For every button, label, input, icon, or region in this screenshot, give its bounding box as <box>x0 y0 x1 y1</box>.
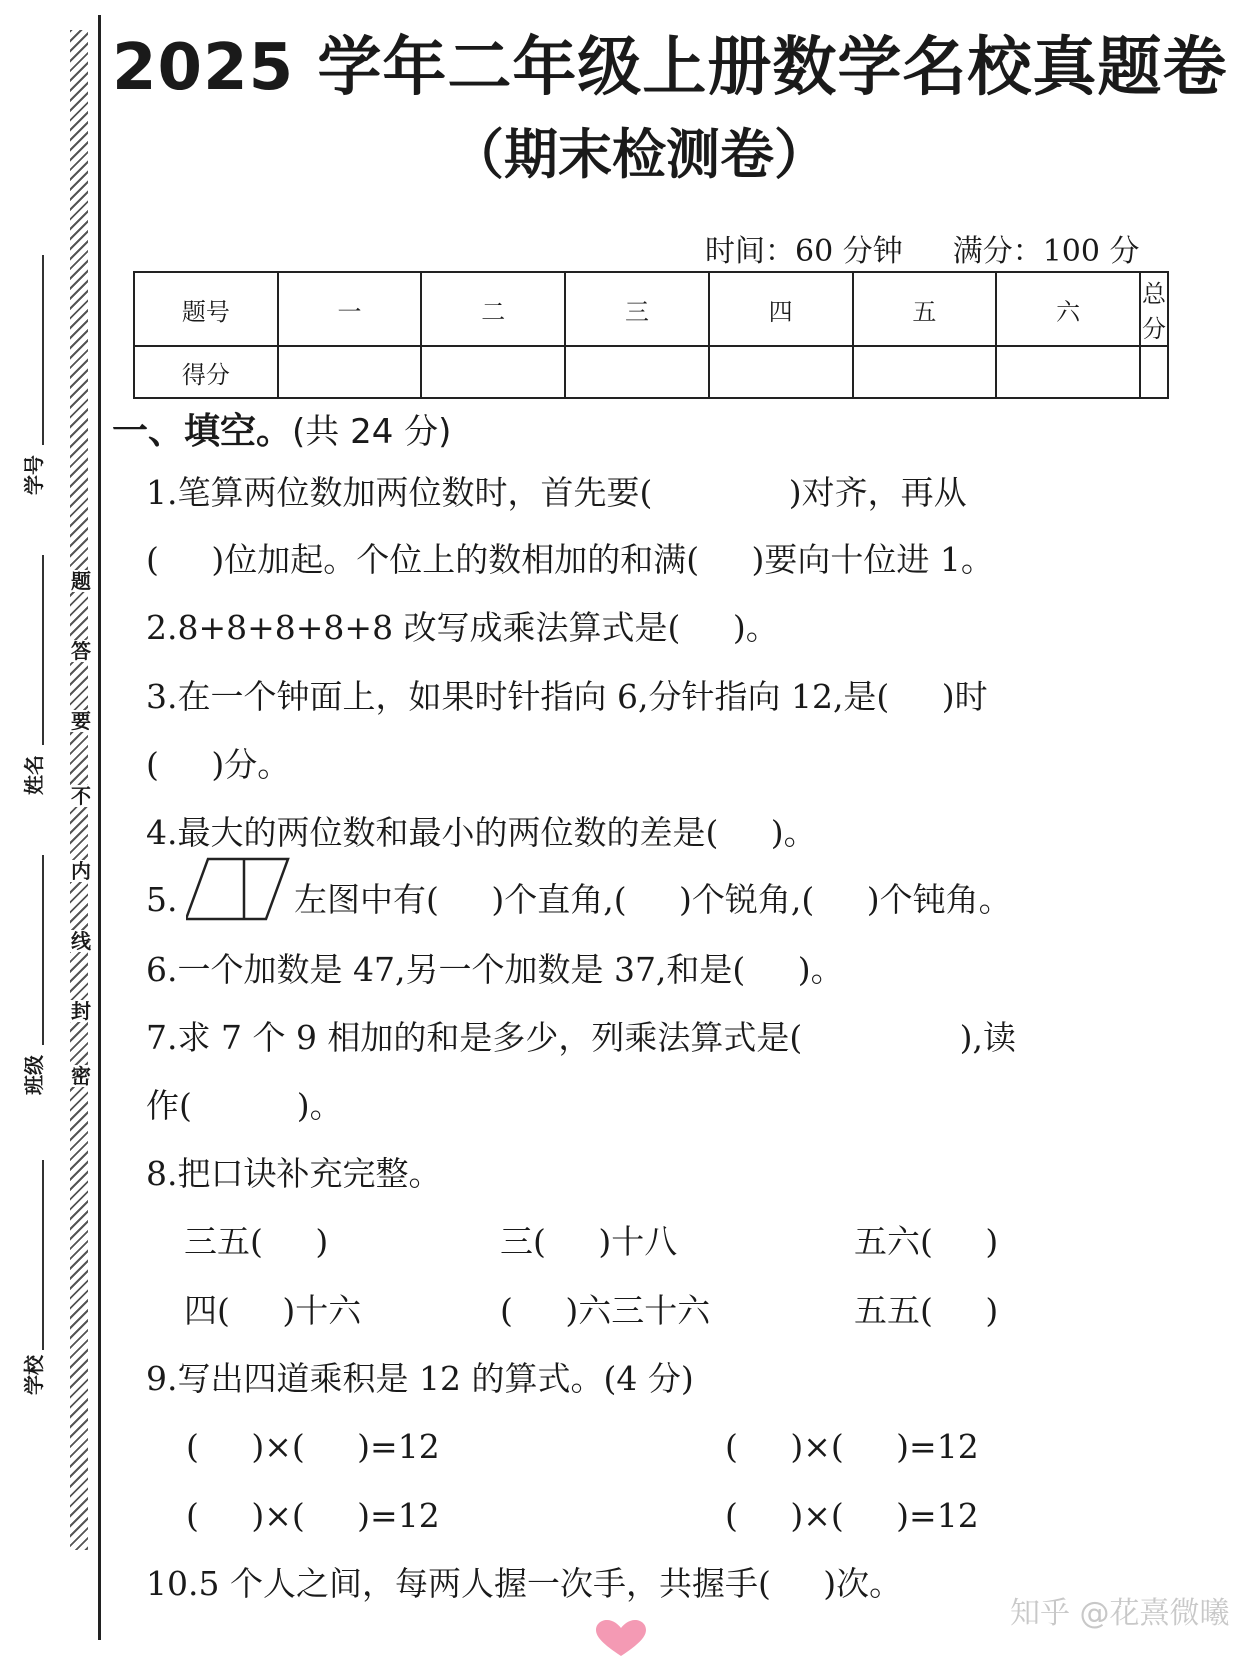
section-heading <box>112 403 451 454</box>
score-cell[interactable] <box>853 346 997 398</box>
score-cell[interactable] <box>421 346 565 398</box>
score-row-label: 得分 <box>134 346 278 398</box>
school-label: 学校 <box>22 1355 46 1395</box>
name-label: 姓名 <box>22 755 46 795</box>
score-cell[interactable] <box>996 346 1140 398</box>
question-1b: ( )位加起。个位上的数相加的和满( )要向十位进 1。 <box>146 540 994 579</box>
question-2: 2.8+8+8+8+8 改写成乘法算式是( )。 <box>146 608 779 647</box>
class-label: 班级 <box>22 1055 46 1095</box>
question-8: 8.把口诀补充完整。 <box>146 1154 442 1193</box>
exam-full-score: 满分：100 分 <box>952 234 1140 269</box>
question-6: 6.一个加数是 47,另一个加数是 37,和是( )。 <box>146 950 844 989</box>
question-5-text: 左图中有( )个直角,( )个锐角,( )个钝角。 <box>294 880 1012 919</box>
rhyme-item: 五五( ) <box>854 1291 999 1330</box>
score-header-cell: 二 <box>421 272 565 346</box>
student-no-label: 学号 <box>22 455 46 495</box>
class-line[interactable] <box>42 855 44 1045</box>
seal-char: 内 <box>71 859 91 883</box>
student-no-line[interactable] <box>42 255 44 445</box>
question-5-number: 5. <box>146 880 178 919</box>
score-row <box>134 346 1168 398</box>
seal-char: 密 <box>71 1064 91 1088</box>
question-3b: ( )分。 <box>146 745 291 784</box>
rhyme-item: 四( )十六 <box>184 1291 362 1330</box>
school-line[interactable] <box>42 1160 44 1350</box>
section-title: 一、填空。 <box>112 411 293 452</box>
page-subtitle: （期末检测卷） <box>450 123 828 186</box>
score-header-cell: 三 <box>565 272 709 346</box>
seal-char: 要 <box>71 709 91 733</box>
score-cell[interactable] <box>709 346 853 398</box>
seal-char: 封 <box>71 999 91 1023</box>
seal-char: 答 <box>71 639 91 663</box>
rhyme-item: 三( )十八 <box>500 1222 678 1261</box>
binding-line <box>98 15 101 1640</box>
seal-char: 线 <box>71 929 91 953</box>
question-7a: 7.求 7 个 9 相加的和是多少，列乘法算式是( ),读 <box>146 1018 1017 1057</box>
rhyme-item: ( )六三十六 <box>500 1291 711 1330</box>
question-4: 4.最大的两位数和最小的两位数的差是( )。 <box>146 813 817 852</box>
score-cell[interactable] <box>278 346 422 398</box>
question-1a: 1.笔算两位数加两位数时，首先要( )对齐，再从 <box>146 473 967 512</box>
section-points: (共 24 分) <box>292 412 452 452</box>
question-10: 10.5 个人之间，每两人握一次手，共握手( )次。 <box>146 1564 903 1603</box>
watermark: 知乎 @花熹微曦 <box>1010 1596 1230 1631</box>
score-header-row <box>134 272 1168 346</box>
rhyme-item: 五六( ) <box>854 1222 999 1261</box>
score-header-cell: 总分 <box>1140 272 1168 346</box>
rhyme-item: 三五( ) <box>184 1222 329 1261</box>
seal-char: 题 <box>71 569 91 593</box>
score-table <box>133 271 1169 399</box>
exam-meta <box>705 226 1140 270</box>
score-cell[interactable] <box>565 346 709 398</box>
product-blank: ( )×( )=12 <box>725 1496 979 1535</box>
score-header-cell: 六 <box>996 272 1140 346</box>
question-7b: 作( )。 <box>146 1086 343 1125</box>
score-header-cell: 五 <box>853 272 997 346</box>
product-blank: ( )×( )=12 <box>186 1496 440 1535</box>
page-title: 2025 学年二年级上册数学名校真题卷 <box>112 31 1228 105</box>
name-line[interactable] <box>42 555 44 745</box>
question-3a: 3.在一个钟面上，如果时针指向 6,分针指向 12,是( )时 <box>146 677 988 716</box>
product-blank: ( )×( )=12 <box>186 1427 440 1466</box>
parallelogram-figure <box>186 857 290 921</box>
heart-icon <box>596 1620 646 1656</box>
score-total-cell[interactable] <box>1140 346 1168 398</box>
score-header-cell: 一 <box>278 272 422 346</box>
product-blank: ( )×( )=12 <box>725 1427 979 1466</box>
score-header-cell: 题号 <box>134 272 278 346</box>
question-9: 9.写出四道乘积是 12 的算式。(4 分) <box>146 1359 694 1398</box>
seal-char: 不 <box>71 784 91 808</box>
exam-time: 时间：60 分钟 <box>705 234 903 269</box>
score-header-cell: 四 <box>709 272 853 346</box>
